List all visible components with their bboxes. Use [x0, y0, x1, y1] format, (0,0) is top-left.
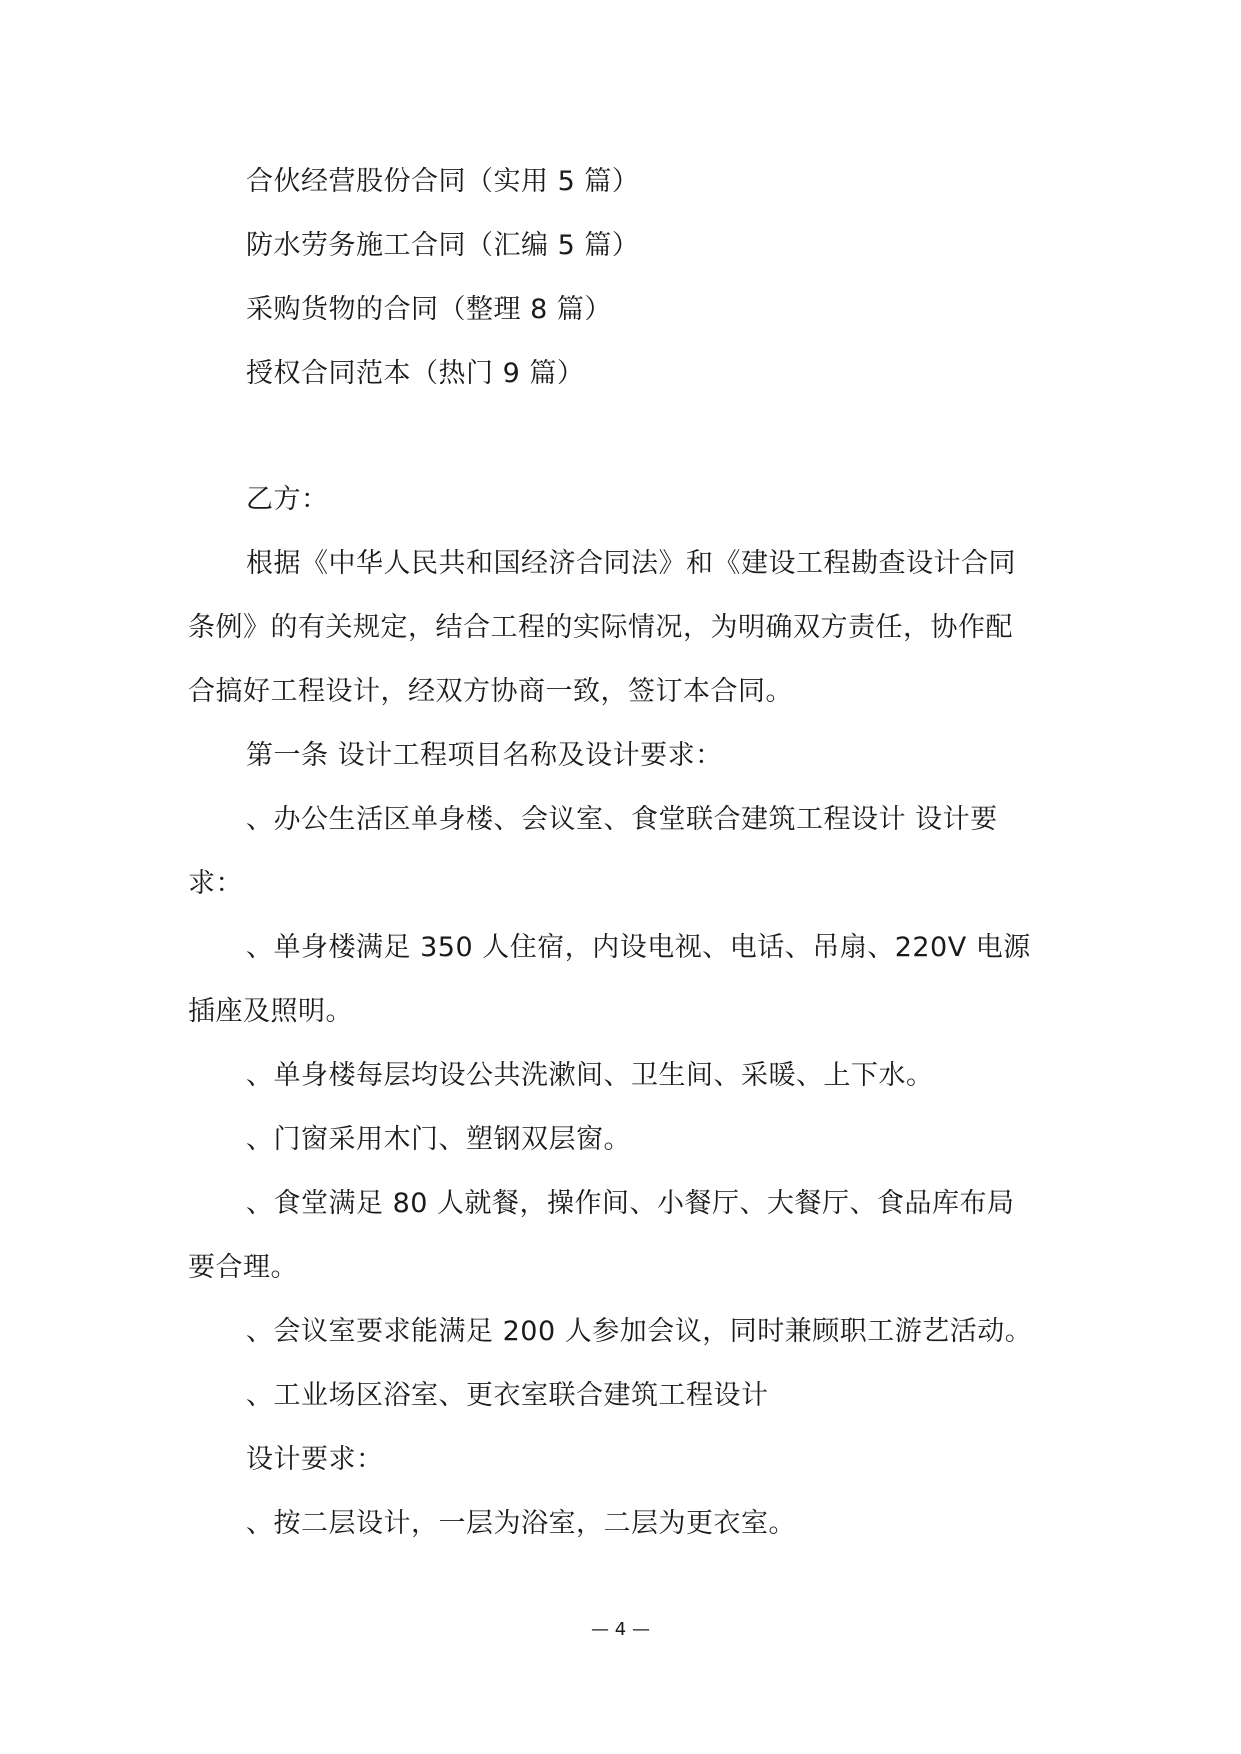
- paragraph-line: 、食堂满足 80 人就餐，操作间、小餐厅、大餐厅、食品库布局: [246, 1188, 1015, 1219]
- related-link-2[interactable]: 防水劳务施工合同（汇编 5 篇）: [246, 230, 640, 261]
- paragraph-line: 要合理。: [188, 1252, 298, 1283]
- paragraph-line: 根据《中华人民共和国经济合同法》和《建设工程勘查设计合同: [246, 548, 1016, 579]
- paragraph-line: 设计要求：: [246, 1444, 384, 1475]
- paragraph-line: 插座及照明。: [188, 996, 353, 1027]
- paragraph-line: 条例》的有关规定，结合工程的实际情况，为明确双方责任，协作配: [188, 612, 1013, 643]
- paragraph-line: 、单身楼满足 350 人住宿，内设电视、电话、吊扇、220V 电源: [246, 932, 1031, 963]
- paragraph-line: 合搞好工程设计，经双方协商一致，签订本合同。: [188, 676, 793, 707]
- article-heading: 第一条 设计工程项目名称及设计要求：: [246, 740, 723, 771]
- page-number: — 4 —: [591, 1619, 650, 1640]
- party-b-label: 乙方：: [246, 484, 329, 515]
- paragraph-line: 、会议室要求能满足 200 人参加会议，同时兼顾职工游艺活动。: [246, 1316, 1033, 1347]
- related-link-4[interactable]: 授权合同范本（热门 9 篇）: [246, 358, 585, 389]
- paragraph-line: 、单身楼每层均设公共洗漱间、卫生间、采暖、上下水。: [246, 1060, 934, 1091]
- related-link-1[interactable]: 合伙经营股份合同（实用 5 篇）: [246, 166, 640, 197]
- related-link-3[interactable]: 采购货物的合同（整理 8 篇）: [246, 294, 612, 325]
- paragraph-line: 求：: [188, 868, 243, 899]
- paragraph-line: 、办公生活区单身楼、会议室、食堂联合建筑工程设计 设计要: [246, 804, 998, 835]
- paragraph-line: 、门窗采用木门、塑钢双层窗。: [246, 1124, 631, 1155]
- paragraph-line: 、按二层设计，一层为浴室，二层为更衣室。: [246, 1508, 796, 1539]
- paragraph-line: 、工业场区浴室、更衣室联合建筑工程设计: [246, 1380, 769, 1411]
